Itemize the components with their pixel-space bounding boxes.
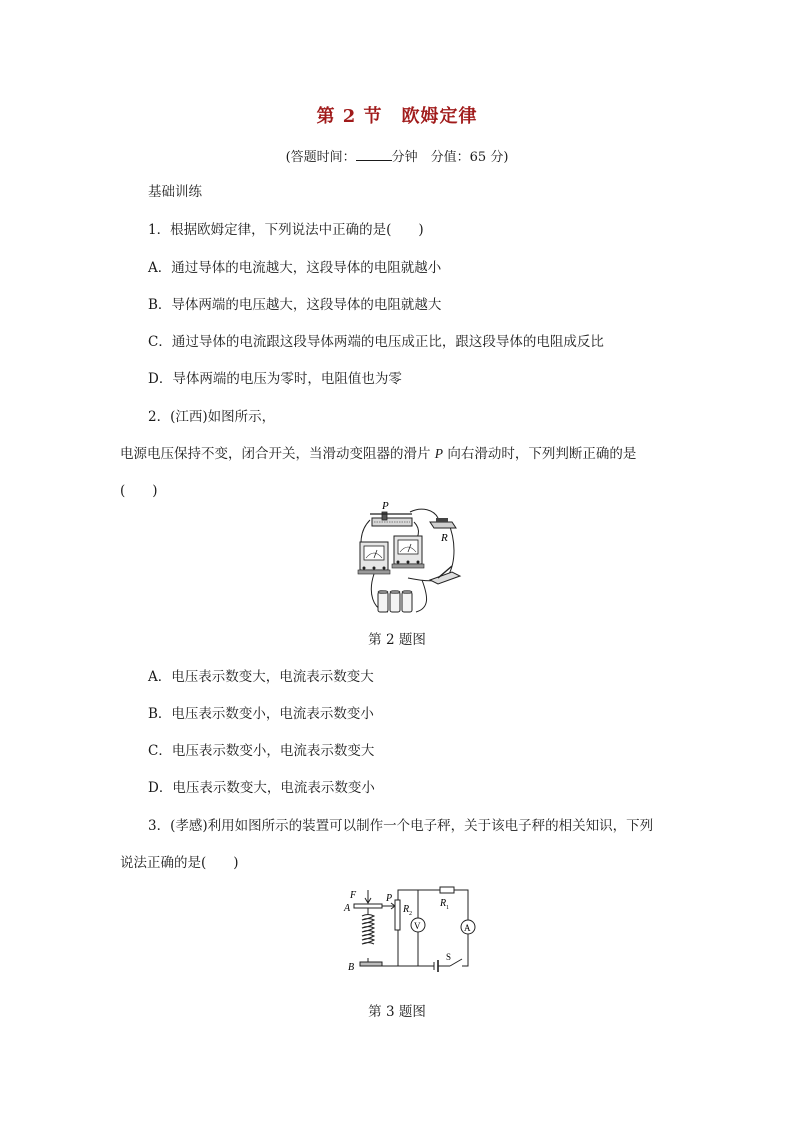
q2-stem-line1: 2．(江西)如图所示， [148, 409, 276, 425]
switch [430, 566, 460, 584]
q3-figure-caption: 第 3 题图 [368, 1004, 426, 1020]
q3-stem-line2: 说法正确的是( ) [120, 855, 239, 871]
label-r1: R [440, 898, 447, 909]
label-p: P [382, 500, 389, 512]
q2-option-a: A．电压表示数变大，电流表示数变大 [148, 669, 374, 685]
answer-time-note [0, 146, 794, 165]
section-label: 基础训练 [148, 184, 202, 200]
label-a: A [344, 903, 351, 914]
label-p3: P [386, 893, 393, 904]
q1-option-b: B．导体两端的电压越大，这段导体的电阻就越大 [148, 297, 442, 313]
subtitle-suffix: 分钟 分值：65 分) [391, 150, 509, 165]
q2-stem-text-b: 向右滑动时，下列判断正确的是 [443, 446, 637, 462]
page-title: 第 2 节 欧姆定律 [316, 106, 478, 127]
q2-option-b: B．电压表示数变小，电流表示数变小 [148, 706, 374, 722]
label-r: R [441, 532, 448, 544]
label-r2: R [403, 904, 410, 915]
battery-cells [378, 591, 412, 613]
label-force: F [350, 890, 357, 901]
label-switch: S [446, 952, 452, 962]
label-b: B [348, 962, 355, 973]
q2-option-c: C．电压表示数变小，电流表示数变大 [148, 743, 375, 759]
label-voltmeter: V [414, 921, 421, 931]
label-ammeter: A [464, 923, 471, 933]
q1-option-d: D．导体两端的电压为零时，电阻值也为零 [148, 371, 402, 387]
q1-option-a: A．通过导体的电流越大，这段导体的电阻就越小 [148, 260, 442, 276]
q2-option-d: D．电压表示数变大，电流表示数变小 [148, 780, 375, 796]
q1-option-c: C．通过导体的电流跟这段导体两端的电压成正比，跟这段导体的电阻成反比 [148, 334, 604, 350]
q2-variable-p: P [434, 446, 444, 461]
meter-left [358, 542, 390, 574]
q2-figure-caption: 第 2 题图 [368, 632, 426, 648]
rheostat [370, 512, 412, 526]
q3-circuit-figure [342, 886, 482, 974]
meter-right [392, 536, 424, 568]
q3-stem-line1: 3．(孝感)利用如图所示的装置可以制作一个电子秤，关于该电子秤的相关知识，下列 [148, 818, 654, 834]
q2-circuit-figure [352, 500, 464, 618]
q2-stem-text-a: 电源电压保持不变，闭合开关，当滑动变阻器的滑片 [120, 446, 435, 462]
q1-stem: 1．根据欧姆定律，下列说法中正确的是( ) [148, 222, 424, 238]
q2-stem-line3: ( ) [120, 483, 158, 499]
time-blank [356, 148, 392, 161]
resistor-block [430, 518, 456, 528]
q2-stem-line2 [120, 442, 636, 462]
subtitle-prefix: (答题时间： [285, 150, 356, 165]
label-r1-sub: 1 [446, 905, 449, 911]
label-r2-sub: 2 [409, 911, 412, 917]
